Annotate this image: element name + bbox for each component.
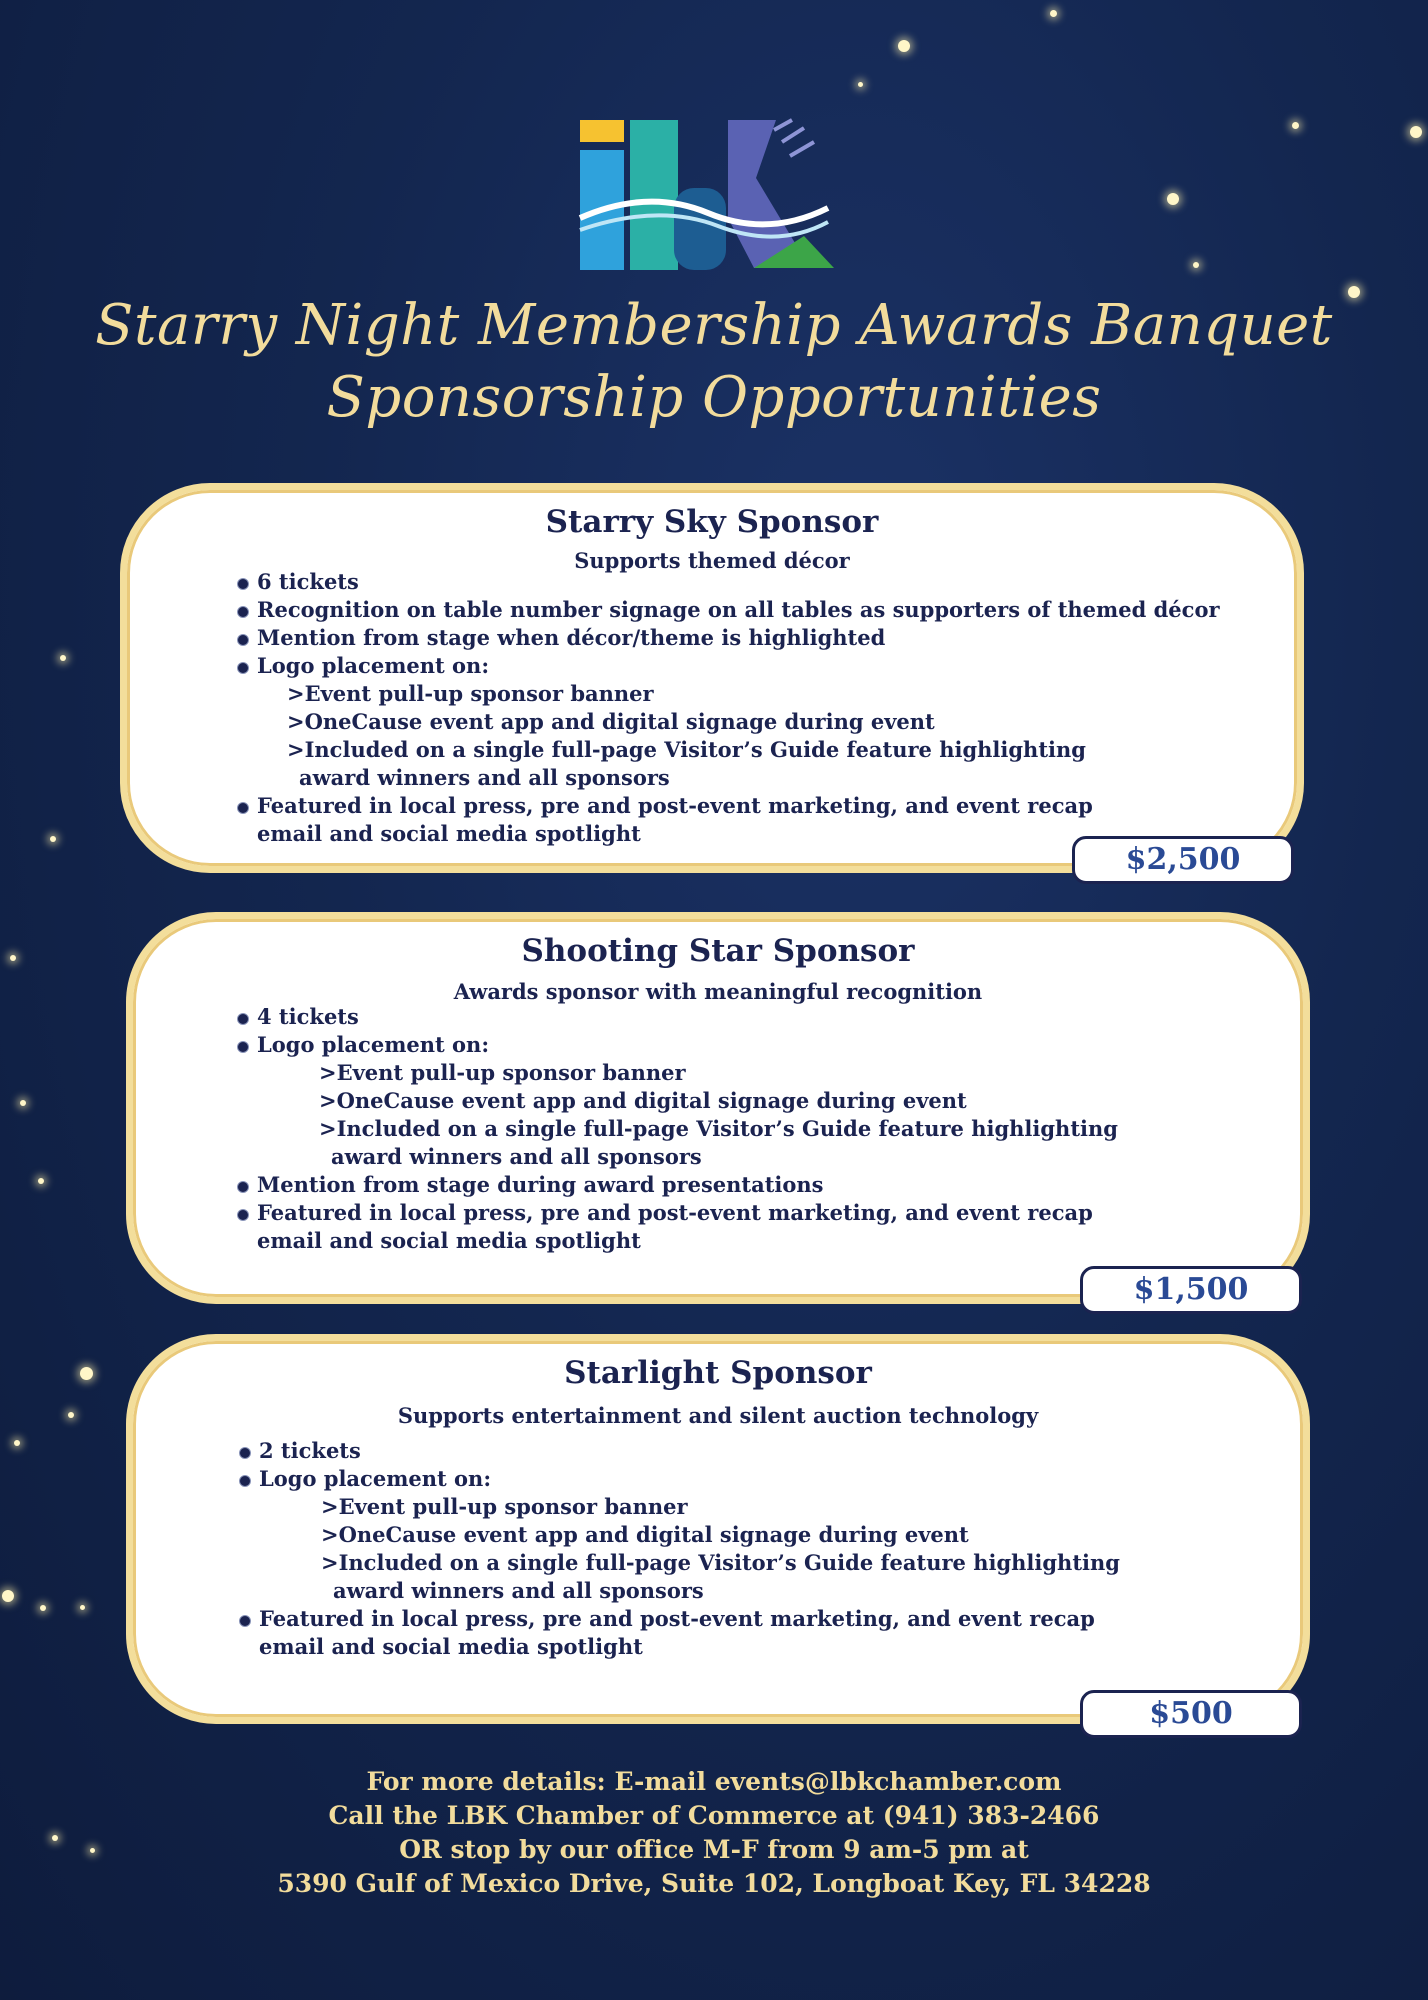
footer-address-line: 5390 Gulf of Mexico Drive, Suite 102, Longboat Key, FL 34228 <box>277 1869 1151 1898</box>
bullet-icon <box>237 634 249 646</box>
tier-name: Starlight Sponsor <box>564 1355 872 1391</box>
page-title <box>0 290 1428 434</box>
star <box>1410 126 1422 138</box>
bullet-icon <box>239 1475 251 1487</box>
star <box>898 40 910 52</box>
list-item: Logo placement on: <box>237 652 1237 680</box>
list-item: Logo placement on: <box>239 1465 1239 1493</box>
list-item: 2 tickets <box>239 1437 1239 1465</box>
logo-placement-item: >Event pull-up sponsor banner <box>321 1494 688 1519</box>
star <box>68 1412 74 1418</box>
list-item: Logo placement on: <box>237 1031 1237 1059</box>
bullet-icon <box>237 1013 249 1025</box>
star <box>20 1100 26 1106</box>
logo-placement-item: >Included on a single full-page Visitor’s Guide feature highlighting award winners and all sponsors <box>287 737 1086 790</box>
benefit-list <box>237 1003 1237 1255</box>
star <box>80 1367 93 1380</box>
star <box>60 655 66 661</box>
list-item: Mention from stage when décor/theme is highlighted <box>237 624 1237 652</box>
star <box>80 1605 85 1610</box>
list-item: 6 tickets <box>237 568 1237 596</box>
tier-name: Shooting Star Sponsor <box>521 933 915 969</box>
star <box>1193 262 1199 268</box>
bullet-icon <box>237 1041 249 1053</box>
benefit-list <box>239 1437 1239 1661</box>
logo-placement-item: >OneCause event app and digital signage during event <box>287 709 935 734</box>
logo-placement-item: >Event pull-up sponsor banner <box>287 681 654 706</box>
tier-card-shooting-star <box>126 912 1310 1304</box>
bullet-icon <box>237 802 249 814</box>
bullet-icon <box>237 606 249 618</box>
list-item: Recognition on table number signage on all tables as supporters of themed décor <box>237 596 1237 624</box>
contact-footer <box>0 1765 1428 1901</box>
tier-subtitle: Supports themed décor <box>574 548 850 573</box>
star <box>40 1605 46 1611</box>
bullet-icon <box>237 662 249 674</box>
tier-subtitle: Supports entertainment and silent auction technology <box>397 1403 1039 1428</box>
price-badge: $1,500 <box>1080 1266 1302 1314</box>
lbk-chamber-logo-icon <box>578 118 842 278</box>
star <box>858 82 863 87</box>
footer-email-line: For more details: E-mail events@lbkchamber.com <box>366 1767 1062 1796</box>
title-line-2: Sponsorship Opportunities <box>326 365 1102 430</box>
star <box>50 836 56 842</box>
star <box>1292 122 1299 129</box>
footer-hours-line: OR stop by our office M-F from 9 am-5 pm at <box>399 1835 1029 1864</box>
star <box>2 1590 14 1602</box>
star <box>1167 193 1179 205</box>
list-item: Featured in local press, pre and post-event marketing, and event recap email and social media spotlight <box>237 1199 1137 1255</box>
price-badge: $2,500 <box>1072 836 1294 884</box>
bullet-icon <box>237 578 249 590</box>
footer-phone-line: Call the LBK Chamber of Commerce at (941) 383-2466 <box>328 1801 1100 1830</box>
logo-placement-item: >Event pull-up sponsor banner <box>319 1060 686 1085</box>
tier-card-starry-sky <box>120 483 1304 873</box>
list-item: Featured in local press, pre and post-event marketing, and event recap email and social media spotlight <box>237 792 1137 848</box>
star <box>1050 10 1057 17</box>
star <box>38 1178 44 1184</box>
logo-placement-item: >Included on a single full-page Visitor’s Guide feature highlighting award winners and all sponsors <box>319 1116 1118 1169</box>
price-badge: $500 <box>1080 1690 1302 1738</box>
logo-placement-item: >OneCause event app and digital signage during event <box>319 1088 967 1113</box>
list-item: Featured in local press, pre and post-event marketing, and event recap email and social media spotlight <box>239 1605 1139 1661</box>
benefit-list <box>237 568 1237 848</box>
logo-placement-item: >OneCause event app and digital signage during event <box>321 1522 969 1547</box>
star <box>10 955 16 961</box>
tier-subtitle: Awards sponsor with meaningful recognition <box>453 979 983 1004</box>
star <box>14 1440 20 1446</box>
bullet-icon <box>237 1209 249 1221</box>
title-line-1: Starry Night Membership Awards Banquet <box>95 293 1333 358</box>
bullet-icon <box>237 1181 249 1193</box>
tier-card-starlight <box>126 1334 1310 1724</box>
list-item: Mention from stage during award presentations <box>237 1171 1237 1199</box>
logo-placement-item: >Included on a single full-page Visitor’s Guide feature highlighting award winners and all sponsors <box>321 1550 1120 1603</box>
bullet-icon <box>239 1447 251 1459</box>
tier-name: Starry Sky Sponsor <box>545 504 879 540</box>
bullet-icon <box>239 1615 251 1627</box>
list-item: 4 tickets <box>237 1003 1237 1031</box>
